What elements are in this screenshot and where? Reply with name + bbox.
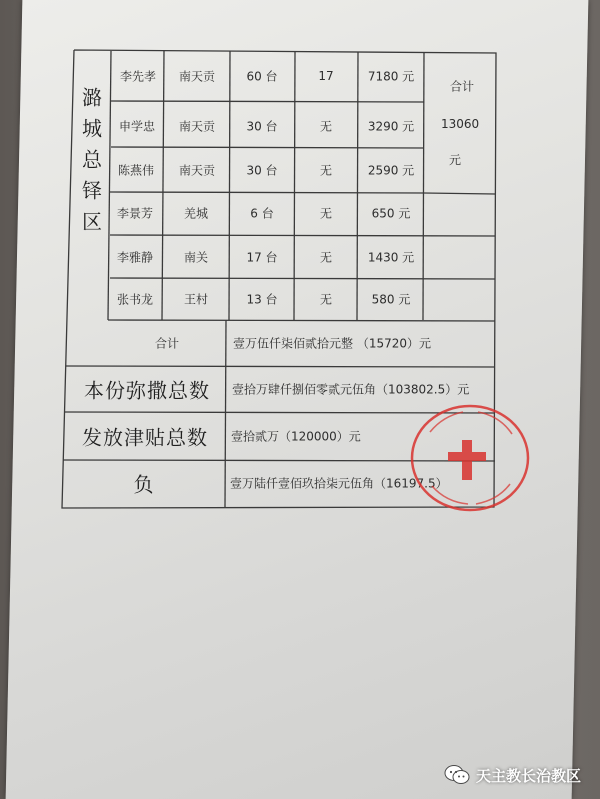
place-cell: 羌城 xyxy=(183,206,209,221)
place-cell: 南天贡 xyxy=(178,119,216,134)
qty-cell: 13 台 xyxy=(246,292,278,307)
name-cell: 张书龙 xyxy=(116,292,154,307)
subtotal-unit: 元 xyxy=(449,153,462,167)
subtotal-label: 合计 xyxy=(449,79,475,94)
amount-cell: 2590 元 xyxy=(367,163,415,178)
summary-label: 本份弥撒总数 xyxy=(84,378,210,403)
summary-value: 壹拾万肆仟捌佰零贰元伍角（103802.5）元 xyxy=(232,382,470,397)
extra-cell: 无 xyxy=(319,292,333,307)
qty-cell: 6 台 xyxy=(250,206,274,221)
extra-cell: 无 xyxy=(319,250,333,265)
qty-cell: 60 台 xyxy=(246,69,278,84)
amount-cell: 580 元 xyxy=(371,292,411,307)
name-cell: 李先孝 xyxy=(119,69,157,84)
place-cell: 南关 xyxy=(183,250,209,265)
place-cell: 南天贡 xyxy=(178,163,216,178)
place-cell: 王村 xyxy=(183,292,209,307)
name-cell: 申学忠 xyxy=(118,119,156,134)
extra-cell: 无 xyxy=(319,163,333,178)
qty-cell: 30 台 xyxy=(246,119,278,134)
summary-label: 发放津贴总数 xyxy=(82,425,208,450)
total-label: 合计 xyxy=(154,336,180,351)
summary-label: 负 xyxy=(133,472,155,497)
summary-value: 壹万陆仟壹佰玖拾柒元伍角（16197.5） xyxy=(230,476,448,491)
amount-cell: 7180 元 xyxy=(367,69,415,84)
qty-cell: 30 台 xyxy=(246,163,278,178)
extra-cell: 17 xyxy=(318,69,334,83)
footer-text: 天主教长治教区 xyxy=(476,766,582,785)
district-label: 潞城总铎区 xyxy=(82,85,102,234)
total-value: 壹万伍仟柒佰贰拾元整 （15720）元 xyxy=(233,336,431,351)
extra-cell: 无 xyxy=(319,206,333,221)
summary-value: 壹拾贰万（120000）元 xyxy=(231,429,361,444)
wechat-icon xyxy=(444,764,470,786)
place-cell: 南天贡 xyxy=(178,69,216,84)
footer-watermark xyxy=(444,760,581,790)
amount-cell: 1430 元 xyxy=(367,250,415,265)
seal-stamp-icon xyxy=(408,402,532,514)
extra-cell: 无 xyxy=(319,119,333,134)
subtotal-value: 13060 xyxy=(441,117,480,131)
amount-cell: 3290 元 xyxy=(367,119,415,134)
name-cell: 李雅静 xyxy=(116,250,154,265)
qty-cell: 17 台 xyxy=(246,250,278,265)
name-cell: 陈燕伟 xyxy=(117,163,155,178)
amount-cell: 650 元 xyxy=(371,206,411,221)
name-cell: 李景芳 xyxy=(116,206,154,221)
